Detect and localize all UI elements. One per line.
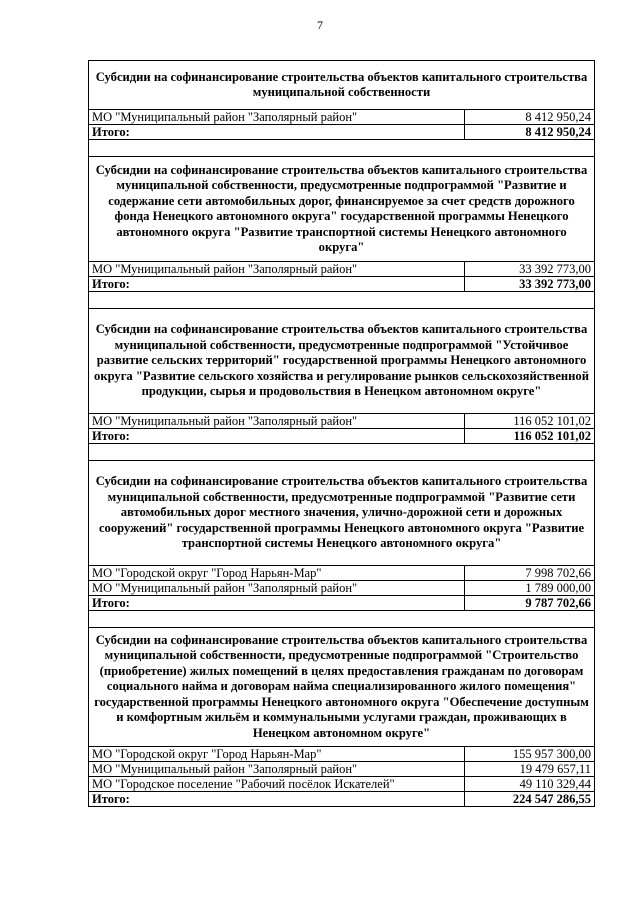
municipality-name: МО "Муниципальный район "Заполярный район" — [89, 110, 465, 125]
total-label: Итого: — [89, 125, 465, 140]
table-row — [89, 110, 595, 125]
municipality-name: МО "Муниципальный район "Заполярный район" — [89, 262, 465, 277]
spacer-cell — [89, 611, 595, 628]
subsidy-amount: 49 110 329,44 — [465, 777, 595, 792]
total-label: Итого: — [89, 792, 465, 807]
total-row — [89, 792, 595, 807]
spacer-cell — [89, 292, 595, 309]
section-heading: Субсидии на софинансирование строительства объектов капитального строительства муниципальной собственности — [89, 61, 595, 110]
total-label: Итого: — [89, 596, 465, 611]
total-label: Итого: — [89, 277, 465, 292]
municipality-name: МО "Городской округ "Город Нарьян-Мар" — [89, 566, 465, 581]
section-heading: Субсидии на софинансирование строительства объектов капитального строительства муниципальной собственности, предусмотренные подпрограммой "Устойчивое развитие сельских территорий" государственной программы Ненецкого автономного округа "Развитие сельского хозяйства и регулирование рынков сельскохозяйственной продукции, сырья и продовольствия в Ненецком автономном округе" — [89, 309, 595, 414]
table-row — [89, 762, 595, 777]
subsidy-table — [88, 60, 595, 807]
page-number: 7 — [317, 18, 323, 32]
section-heading: Субсидии на софинансирование строительства объектов капитального строительства муниципальной собственности, предусмотренные подпрограммой "Строительство (приобретение) жилых помещений в целях предоставления гражданам по договорам социального найма и договорам найма специализированного жилого помещения" государственной программы Ненецкого автономного округа "Обеспечение доступным и комфортным жильём и коммунальными услугами граждан, проживающих в Ненецком автономном округе" — [89, 628, 595, 747]
section-spacer — [89, 140, 595, 157]
subsidy-amount: 19 479 657,11 — [465, 762, 595, 777]
total-label: Итого: — [89, 429, 465, 444]
total-amount: 224 547 286,55 — [465, 792, 595, 807]
table-row — [89, 747, 595, 762]
table-row — [89, 262, 595, 277]
table-row — [89, 414, 595, 429]
section-heading: Субсидии на софинансирование строительства объектов капитального строительства муниципальной собственности, предусмотренные подпрограммой "Развитие сети автомобильных дорог местного значения, улично-дорожной сети и дорожных сооружений" государственной программы Ненецкого автономного округа "Развитие транспортной системы Ненецкого автономного округа" — [89, 461, 595, 566]
table-row — [89, 581, 595, 596]
municipality-name: МО "Городской округ "Город Нарьян-Мар" — [89, 747, 465, 762]
subsidy-amount: 33 392 773,00 — [465, 262, 595, 277]
section-spacer — [89, 292, 595, 309]
spacer-cell — [89, 444, 595, 461]
section-spacer — [89, 611, 595, 628]
municipality-name: МО "Муниципальный район "Заполярный район" — [89, 414, 465, 429]
subsidy-amount: 155 957 300,00 — [465, 747, 595, 762]
subsidy-amount: 7 998 702,66 — [465, 566, 595, 581]
table-row — [89, 777, 595, 792]
total-row — [89, 429, 595, 444]
spacer-cell — [89, 140, 595, 157]
municipality-name: МО "Муниципальный район "Заполярный район" — [89, 581, 465, 596]
total-amount: 33 392 773,00 — [465, 277, 595, 292]
total-row — [89, 125, 595, 140]
total-amount: 9 787 702,66 — [465, 596, 595, 611]
subsidy-amount: 1 789 000,00 — [465, 581, 595, 596]
subsidy-amount: 116 052 101,02 — [465, 414, 595, 429]
municipality-name: МО "Муниципальный район "Заполярный район" — [89, 762, 465, 777]
section-heading-row — [89, 628, 595, 747]
table-body — [89, 61, 595, 807]
section-heading-row — [89, 309, 595, 414]
section-heading-row — [89, 157, 595, 262]
total-amount: 116 052 101,02 — [465, 429, 595, 444]
total-amount: 8 412 950,24 — [465, 125, 595, 140]
section-heading-row — [89, 61, 595, 110]
table-row — [89, 566, 595, 581]
section-spacer — [89, 444, 595, 461]
subsidy-amount: 8 412 950,24 — [465, 110, 595, 125]
municipality-name: МО "Городское поселение "Рабочий посёлок Искателей" — [89, 777, 465, 792]
total-row — [89, 596, 595, 611]
total-row — [89, 277, 595, 292]
section-heading: Субсидии на софинансирование строительства объектов капитального строительства муниципальной собственности, предусмотренные подпрограммой "Развитие и содержание сети автомобильных дорог, финансируемое за счет средств дорожного фонда Ненецкого автономного округа" государственной программы Ненецкого автономного округа "Развитие транспортной системы Ненецкого автономного округа" — [89, 157, 595, 262]
section-heading-row — [89, 461, 595, 566]
